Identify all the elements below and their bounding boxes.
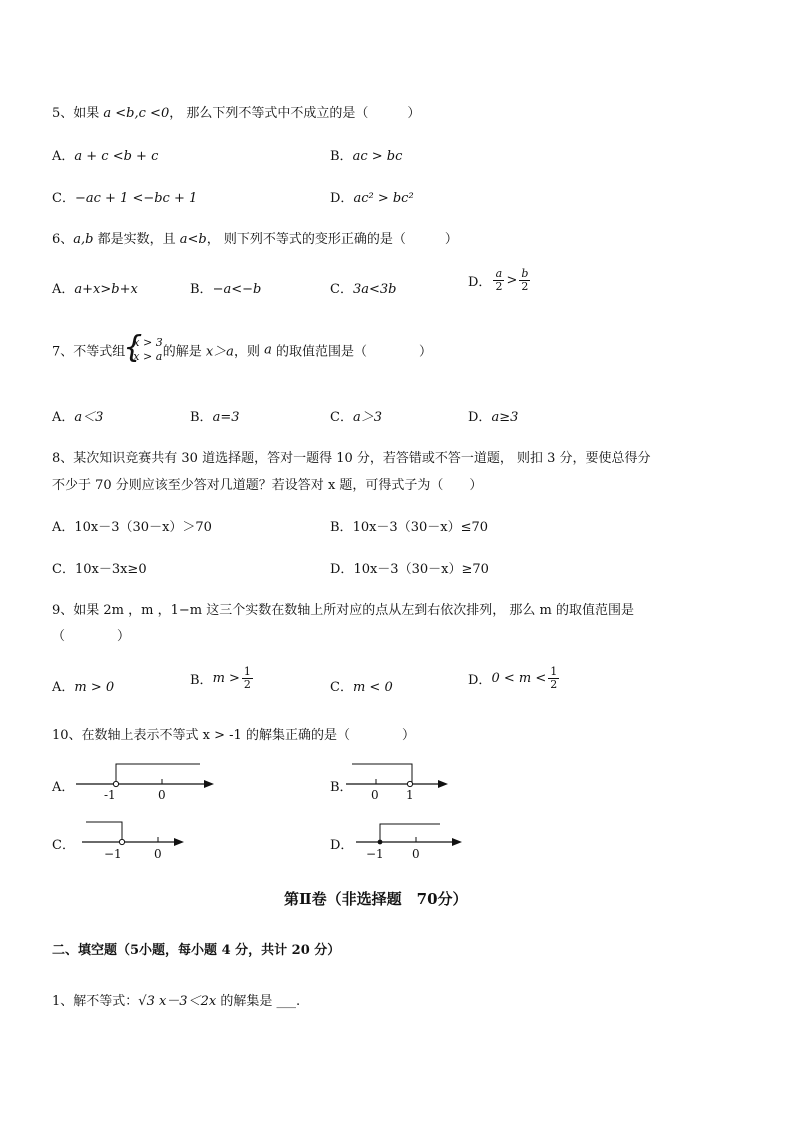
- denominator: 2: [521, 280, 529, 293]
- q10-option-a-number-line: [72, 758, 222, 802]
- q7-stem-c: ，则: [233, 344, 265, 360]
- q9-option-c: [330, 676, 393, 695]
- denominator: 2: [243, 678, 251, 691]
- option-label: D．: [330, 562, 354, 577]
- q5-option-a: [52, 145, 158, 164]
- option-text: ac² > bc²: [353, 191, 414, 206]
- option-label: C．: [52, 562, 75, 577]
- q10-option-c-number-line: [78, 816, 194, 862]
- option-label: A．: [52, 282, 75, 297]
- fill1-expression: √3 x－3＜2x: [138, 994, 217, 1009]
- option-text: 10x－3（30－x）≤70: [352, 520, 489, 535]
- q10-option-c-label: C．: [52, 838, 75, 853]
- q8-option-d: [330, 558, 489, 577]
- q5-option-b: [330, 145, 402, 164]
- q5-stem-tail: ， 那么下列不等式中不成立的是（ ）: [169, 106, 421, 121]
- q10-option-b-label: B．: [330, 780, 353, 795]
- q5-option-c: [52, 187, 197, 206]
- q9-option-d: [468, 666, 561, 691]
- option-text: 10x－3（30－x）≥70: [353, 562, 489, 577]
- q7-solution: x＞a: [205, 344, 234, 360]
- q7-option-a: [52, 406, 103, 425]
- numerator: 1: [243, 665, 251, 678]
- q8-stem-line2: 不少于 70 分则应该至少答对几道题？若设答对 x 题，可得式子为（ ）: [52, 478, 483, 493]
- q5-condition: a <b,c <0: [103, 106, 170, 121]
- q7-var: a: [264, 342, 272, 358]
- q8-stem-line1: 8、某次知识竞赛共有 30 道选择题，答对一题得 10 分，若答错或不答一道题， 则扣 3 分，要使总得分: [52, 451, 651, 466]
- q10-option-b-number-line: [344, 758, 456, 802]
- tick-label-1: -1: [104, 788, 116, 802]
- option-text: a＞3: [352, 410, 382, 425]
- option-text: ac > bc: [352, 149, 403, 164]
- q5-option-d: [330, 187, 414, 206]
- tick-label-2: 1: [406, 788, 414, 802]
- option-label: B．: [190, 282, 213, 297]
- axis-arrow: [174, 838, 184, 846]
- open-point: [407, 781, 412, 786]
- option-label: A．: [52, 410, 75, 425]
- option-text: a + c <b + c: [74, 149, 159, 164]
- fraction: [242, 666, 253, 691]
- solution-bracket: [352, 764, 412, 784]
- q6-stem: [52, 228, 458, 247]
- option-label: B．: [190, 410, 213, 425]
- closed-point: [378, 840, 383, 845]
- q6-vars: a,b: [73, 232, 94, 247]
- tick-label-1: −1: [104, 847, 122, 861]
- q7-stem-b: 的解是: [162, 344, 206, 360]
- fraction: [548, 666, 559, 691]
- q10-option-d-label: D．: [330, 838, 354, 853]
- tick-label-1: −1: [366, 847, 384, 861]
- inequality-system: [125, 336, 162, 364]
- option-label: D．: [330, 191, 354, 206]
- q7-stem-d: 的取值范围是（ ）: [271, 344, 432, 360]
- section-subtitle: 二、填空题（5小题，每小题 4 分，共计 20 分）: [52, 943, 341, 958]
- option-label: C．: [330, 282, 353, 297]
- q7-stem: [52, 336, 432, 364]
- q6-stem-b: 都是实数，且: [93, 232, 180, 247]
- tick-label-1: 0: [371, 788, 379, 802]
- option-text: a≥3: [491, 410, 519, 425]
- option-label: A．: [52, 520, 75, 535]
- denominator: 2: [495, 280, 503, 293]
- option-label: D．: [468, 275, 492, 290]
- solution-bracket: [380, 824, 440, 842]
- option-label: D．: [468, 410, 492, 425]
- system-line-1: { x > 3: [133, 336, 163, 349]
- numerator: a: [493, 268, 504, 281]
- q6-option-a: [52, 278, 138, 297]
- q8-option-b: [330, 516, 488, 535]
- option-text: 10x－3x≥0: [74, 562, 147, 577]
- system-line-2: x > a: [133, 350, 163, 363]
- q9-option-a: [52, 676, 114, 695]
- q9-stem-line1: 9、如果 2m ，m ，1−m 这三个实数在数轴上所对应的点从左到右依次排列， 那么 m 的取值范围是: [52, 603, 634, 618]
- q6-stem-c: ， 则下列不等式的变形正确的是（ ）: [206, 232, 458, 247]
- open-point: [113, 781, 118, 786]
- tick-label-2: 0: [412, 847, 420, 861]
- option-label: D．: [468, 673, 492, 688]
- q7-option-c: [330, 406, 382, 425]
- option-text: a+x>b+x: [74, 282, 138, 297]
- option-text: 3a<3b: [352, 282, 397, 297]
- q6-condition: a<b: [179, 232, 207, 247]
- option-text: m > 0: [74, 680, 115, 695]
- option-label: A．: [52, 149, 75, 164]
- solution-bracket: [86, 822, 122, 842]
- tick-label-2: 0: [158, 788, 166, 802]
- solution-bracket: [116, 764, 200, 784]
- q6-option-c: [330, 278, 396, 297]
- option-label: C．: [52, 191, 75, 206]
- fraction: [519, 268, 530, 293]
- q10-option-a-label: A．: [52, 780, 75, 795]
- option-text: m < 0: [352, 680, 393, 695]
- q5-stem-text: 5、如果: [52, 106, 104, 121]
- fill1-post: 的解集是 ___.: [216, 994, 301, 1009]
- option-text: 10x－3（30－x）＞70: [74, 520, 212, 535]
- axis-arrow: [438, 780, 448, 788]
- q10-option-d-number-line: [352, 816, 470, 862]
- denominator: 2: [550, 678, 558, 691]
- option-label: B．: [330, 149, 353, 164]
- fill1-pre: 1、解不等式：: [52, 994, 139, 1009]
- option-label: B．: [190, 673, 213, 688]
- numerator: 1: [550, 665, 558, 678]
- q9-stem-line2: （ ）: [52, 629, 131, 644]
- option-text: −a<−b: [212, 282, 262, 297]
- option-text: 0 < m <: [491, 671, 547, 686]
- option-label: B．: [330, 520, 353, 535]
- numerator: b: [521, 267, 529, 280]
- axis-arrow: [452, 838, 462, 846]
- q6-stem-a: 6、: [52, 232, 74, 247]
- option-label: C．: [330, 680, 353, 695]
- option-text: m >: [212, 671, 240, 686]
- fill-question-1: [52, 990, 300, 1009]
- q8-option-a: [52, 516, 212, 535]
- axis-arrow: [204, 780, 214, 788]
- option-text: a＜3: [74, 410, 104, 425]
- q7-option-d: [468, 406, 518, 425]
- q5-stem: [52, 102, 420, 121]
- q10-stem: 10、在数轴上表示不等式 x > -1 的解集正确的是（ ）: [52, 728, 415, 743]
- option-label: A．: [52, 680, 75, 695]
- tick-label-2: 0: [154, 847, 162, 861]
- option-text: a=3: [212, 410, 240, 425]
- q7-stem-a: 7、不等式组: [52, 344, 126, 360]
- q6-option-d: [468, 268, 532, 293]
- fraction: [493, 268, 504, 293]
- open-point: [119, 839, 124, 844]
- q9-option-b: [190, 666, 255, 691]
- q7-option-b: [190, 406, 239, 425]
- option-label: C．: [330, 410, 353, 425]
- section-title: 第Ⅱ卷（非选择题 70分）: [284, 890, 468, 908]
- option-text: −ac + 1 <−bc + 1: [74, 191, 198, 206]
- q8-option-c: [52, 558, 147, 577]
- relation: >: [506, 273, 518, 288]
- q6-option-b: [190, 278, 261, 297]
